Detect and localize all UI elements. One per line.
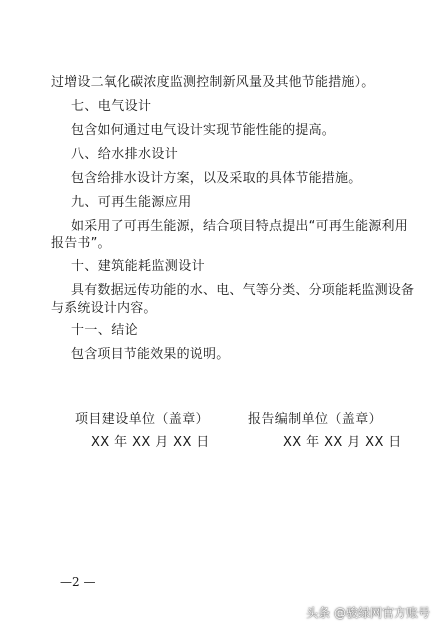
signature-left-date: XX 年 XX 月 XX 日 [91,435,210,450]
signature-left-label: 项目建设单位（盖章） [75,412,210,427]
page-number: —2 — [60,575,96,589]
signature-right-label: 报告编制单位（盖章） [248,412,383,427]
section-heading-electrical: 七、电气设计 [71,99,152,114]
watermark: 头条 @骏绿网官方账号 [306,606,430,620]
section-body-water: 包含给排水设计方案，以及采取的具体节能措施。 [71,171,362,186]
section-heading-monitoring: 十、建筑能耗监测设计 [71,259,206,274]
section-heading-renewable: 九、可再生能源应用 [71,195,192,210]
section-body-electrical: 包含如何通过电气设计实现节能性能的提高。 [71,123,336,138]
section-body-monitoring-line1: 具有数据远传功能的水、电、气等分类、分项能耗监测设备 [71,283,415,298]
section-body-renewable-line1: 如采用了可再生能源，结合项目特点提出“可再生能源利用 [71,219,408,234]
section-body-monitoring-line2: 与系统设计内容。 [51,301,157,316]
section-body-renewable-line2: 报告书”。 [51,236,111,251]
section-body-conclusion: 包含项目节能效果的说明。 [71,347,230,362]
section-heading-water: 八、给水排水设计 [71,147,179,162]
continuation-text: 过增设二氧化碳浓度监测控制新风量及其他节能措施）。 [51,75,375,90]
section-heading-conclusion: 十一、结论 [71,323,139,338]
signature-right-date: XX 年 XX 月 XX 日 [283,435,402,450]
